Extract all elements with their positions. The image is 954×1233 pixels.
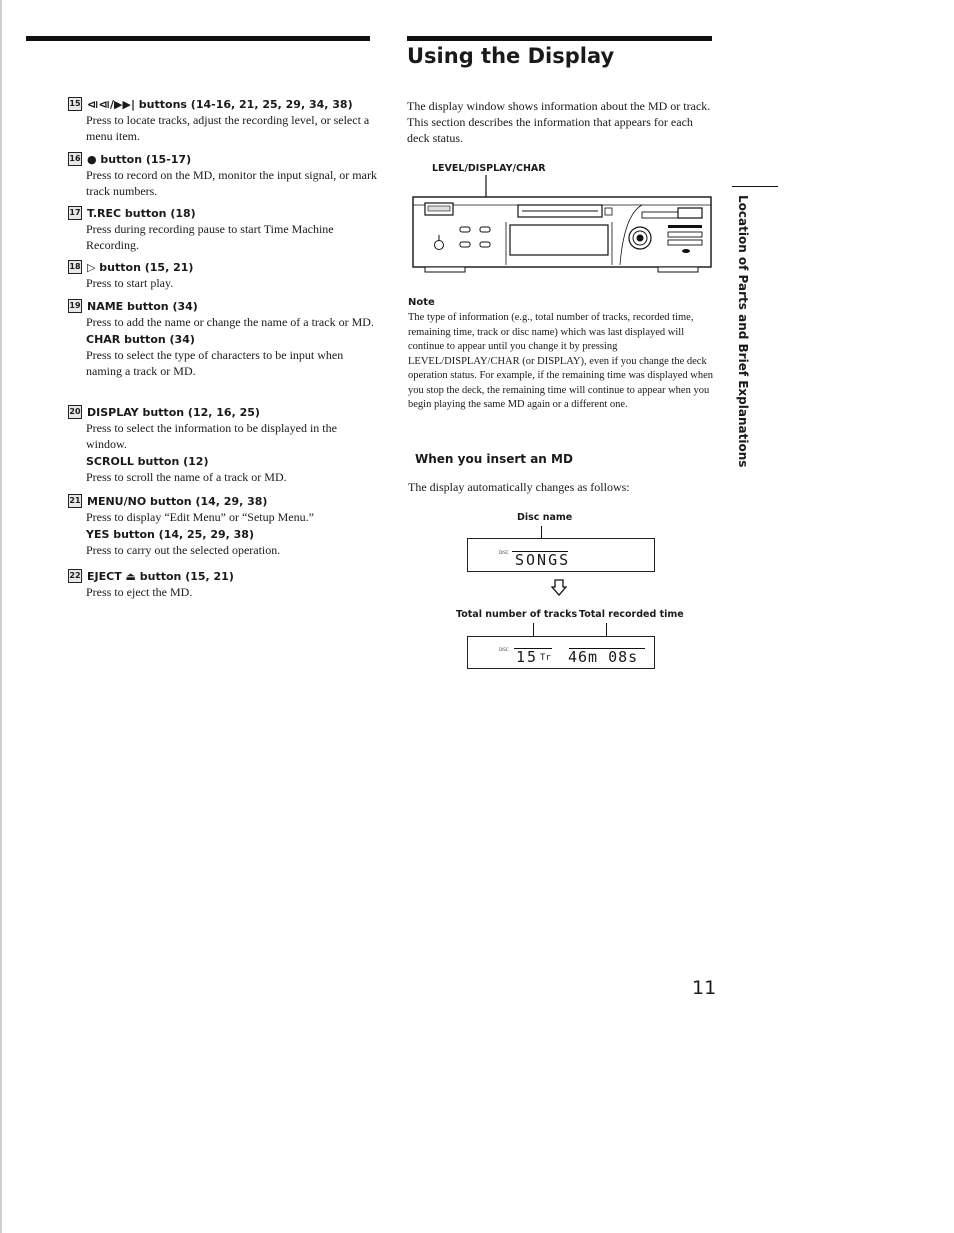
item-description: Press to locate tracks, adjust the recording level, or select a menu item. [86, 113, 370, 143]
time-label: Total recorded time [579, 609, 684, 620]
item-description: Press to start play. [86, 276, 174, 290]
item-description: Press to record on the MD, monitor the input signal, or mark track numbers. [86, 168, 377, 198]
lcd-display-tracks-time [467, 636, 655, 669]
item-description: Press to display “Edit Menu” or “Setup Menu.” [86, 510, 314, 524]
item-number: 22 [68, 569, 82, 583]
down-arrow-icon [551, 579, 567, 597]
item-heading: DISPLAY button (12, 16, 25) [87, 405, 260, 419]
device-label: LEVEL/DISPLAY/CHAR [432, 163, 546, 174]
item-description: Press to eject the MD. [86, 585, 193, 599]
item-description: Press to select the information to be displayed in the window. [86, 421, 337, 451]
intro-paragraph: The display window shows information about the MD or track. This section describes the information that appears for each deck status. [407, 99, 711, 145]
item-heading: MENU/NO button (14, 29, 38) [87, 494, 268, 508]
side-tab-rule [732, 186, 778, 187]
list-item [68, 569, 378, 600]
item-heading: ▷ button (15, 21) [87, 260, 194, 274]
item-subdescription: Press to scroll the name of a track or MD. [86, 470, 287, 484]
page-title: Using the Display [407, 44, 615, 68]
item-number: 18 [68, 260, 82, 274]
item-subdescription: Press to carry out the selected operation. [86, 543, 281, 557]
item-number: 16 [68, 152, 82, 166]
item-subheading: YES button (14, 25, 29, 38) [86, 528, 254, 541]
note-title: Note [408, 297, 435, 308]
item-heading: ● button (15-17) [87, 152, 192, 166]
insert-text: The display automatically changes as follows: [408, 480, 630, 494]
list-item [68, 206, 378, 253]
tracks-label: Total number of tracks [456, 609, 578, 620]
side-tab [736, 195, 766, 468]
item-number: 19 [68, 299, 82, 313]
item-number: 20 [68, 405, 82, 419]
item-number: 17 [68, 206, 82, 220]
list-item [68, 260, 378, 291]
item-number: 21 [68, 494, 82, 508]
item-heading: NAME button (34) [87, 299, 198, 313]
lcd-disc-name: SONGS [515, 551, 571, 569]
list-item [68, 299, 378, 379]
item-subheading: CHAR button (34) [86, 333, 195, 346]
item-description: Press during recording pause to start Time Machine Recording. [86, 222, 334, 252]
list-item [68, 152, 378, 199]
list-item [68, 494, 378, 558]
disc-indicator: DISC [499, 550, 509, 555]
disc-name-label: Disc name [517, 512, 573, 523]
item-subdescription: Press to select the type of characters to be input when naming a track or MD. [86, 348, 344, 378]
insert-heading: When you insert an MD [415, 452, 573, 466]
item-heading: T.REC button (18) [87, 206, 196, 220]
item-number: 15 [68, 97, 82, 111]
item-heading: ⧏⧏/▶▶| buttons (14-16, 21, 25, 29, 34, 38) [87, 97, 353, 111]
left-top-rule [26, 36, 370, 41]
lcd-track-unit: Tr [540, 653, 551, 663]
item-description: Press to add the name or change the name of a track or MD. [86, 315, 374, 329]
item-heading: EJECT ⏏ button (15, 21) [87, 569, 234, 583]
page-edge [0, 0, 2, 1233]
note-text: The type of information (e.g., total number of tracks, recorded time, remaining time, track or disc name) which was last displayed will continue to appear until you change it by pressing LEVEL/DISPLAY/CHAR (or DISPLAY), even if you change the deck operation status. For example, if the remaining time was displayed when you stop the deck, the remaining time will continue to appear when you begin playing the same MD again or a different one. [408, 312, 714, 410]
lcd-display-disc-name [467, 538, 655, 572]
disc-indicator: DISC [499, 647, 509, 652]
lcd-recorded-time: 46m 08s [568, 648, 639, 666]
md-deck-illustration [410, 175, 715, 277]
lcd-track-count: 15 [516, 648, 539, 666]
list-item [68, 405, 378, 485]
list-item [68, 97, 378, 144]
side-tab-label: Location of Parts and Brief Explanations [736, 195, 750, 468]
page-number: 11 [692, 977, 717, 999]
right-top-rule [407, 36, 712, 41]
item-subheading: SCROLL button (12) [86, 455, 209, 468]
